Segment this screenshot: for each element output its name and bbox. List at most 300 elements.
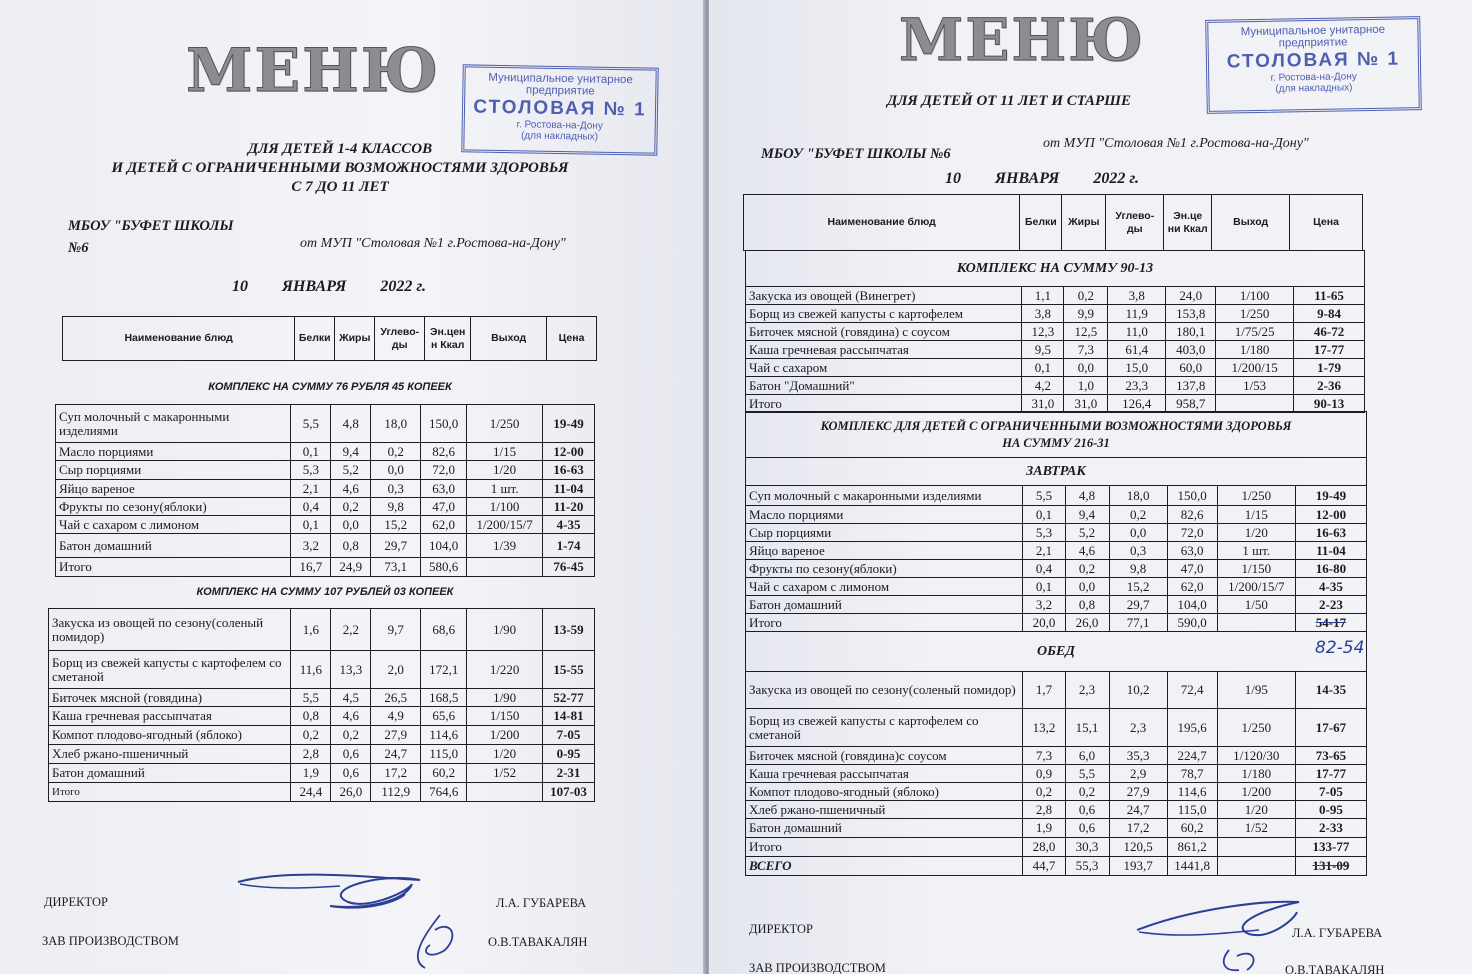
portion-cell: 1/200/15 (1216, 359, 1294, 377)
portion-cell (1217, 838, 1295, 857)
dish-name-cell: Чай с сахаром с лимоном (56, 516, 291, 534)
fat-cell: 4,8 (331, 405, 371, 443)
left-col-fat: Жиры (335, 317, 375, 361)
portion-cell: 1/52 (1217, 819, 1295, 838)
right-col-fat: Жиры (1062, 195, 1106, 251)
table-row (49, 689, 595, 707)
carbs-cell: 0,3 (1109, 542, 1167, 560)
left-menu-title: МЕНЮ (186, 36, 441, 106)
portion-cell: 1/200 (467, 726, 543, 745)
fat-cell: 9,4 (1065, 506, 1109, 524)
carbs-cell: 26,5 (371, 689, 421, 707)
portion-cell: 1/150 (1217, 560, 1295, 578)
portion-cell: 1/200/15/7 (1217, 578, 1295, 596)
fat-cell: 4,6 (331, 480, 371, 498)
dish-name-cell: Биточек мясной (говядина) с соусом (746, 323, 1022, 341)
table-row (746, 560, 1367, 578)
left-complex1-table (55, 404, 595, 577)
protein-cell: 0,4 (1023, 560, 1065, 578)
price-cell: 11-65 (1294, 287, 1365, 305)
protein-cell: 1,9 (291, 764, 331, 783)
dish-name-cell: Закуска из овощей по сезону(соленый помидор) (746, 672, 1023, 709)
right-supplier: от МУП "Столовая №1 г.Ростова-на-Дону" (1043, 136, 1309, 151)
table-row (49, 651, 595, 689)
grand-total-fat: 55,3 (1065, 857, 1109, 876)
dish-name-cell: Чай с сахаром с лимоном (746, 578, 1023, 596)
grand-total-protein: 44,7 (1023, 857, 1065, 876)
price-cell: 1-79 (1294, 359, 1365, 377)
portion-cell: 1/250 (1217, 709, 1295, 747)
right-header-table (743, 194, 1363, 251)
left-production-name: О.В.ТАВАКАЛЯН (488, 935, 588, 949)
dish-name-cell: Сыр порциями (56, 461, 291, 480)
dish-name-cell: Батон "Домашний" (746, 377, 1022, 395)
left-heading-line2: И ДЕТЕЙ С ОГРАНИЧЕННЫМИ ВОЗМОЖНОСТЯМИ ЗДОРОВЬЯ (111, 160, 569, 176)
portion-cell: 1/180 (1216, 341, 1294, 359)
protein-cell: 11,6 (291, 651, 331, 689)
energy-cell: 47,0 (421, 498, 467, 516)
carbs-cell: 0,0 (1109, 524, 1167, 542)
left-header-table (62, 316, 597, 361)
energy-cell: 403,0 (1166, 341, 1216, 359)
left-complex1-title: КОМПЛЕКС НА СУММУ 76 РУБЛЯ 45 КОПЕЕК (208, 381, 452, 393)
energy-cell: 63,0 (1167, 542, 1217, 560)
right-col-price: Цена (1290, 195, 1363, 251)
fat-cell: 9,9 (1064, 305, 1108, 323)
right-production-name: О.В.ТАВАКАЛЯН (1285, 963, 1385, 974)
portion-cell (467, 558, 543, 577)
fat-cell: 0,6 (1065, 819, 1109, 838)
dish-name-cell: Яйцо вареное (56, 480, 291, 498)
energy-cell: 114,6 (421, 726, 467, 745)
carbs-cell: 9,8 (371, 498, 421, 516)
protein-cell: 0,2 (291, 726, 331, 745)
table-row (746, 801, 1367, 819)
fat-cell: 12,5 (1064, 323, 1108, 341)
breakfast-correction: 82-54 (1315, 638, 1365, 658)
portion-cell: 1/220 (467, 651, 543, 689)
fat-cell: 7,3 (1064, 341, 1108, 359)
portion-cell: 1/50 (1217, 596, 1295, 614)
portion-cell: 1/200 (1217, 783, 1295, 801)
portion-cell: 1/15 (467, 443, 543, 461)
right-menu-sheet (709, 0, 1472, 974)
energy-cell: 47,0 (1167, 560, 1217, 578)
protein-cell: 0,2 (1023, 783, 1065, 801)
dish-name-cell: Итого (746, 395, 1022, 413)
left-date (232, 278, 456, 296)
right-col-portion: Выход (1212, 195, 1290, 251)
portion-cell: 1/53 (1216, 377, 1294, 395)
right-heading: ДЛЯ ДЕТЕЙ ОТ 11 ЛЕТ И СТАРШЕ (887, 93, 1132, 109)
carbs-cell: 17,2 (371, 764, 421, 783)
protein-cell: 1,6 (291, 609, 331, 651)
fat-cell: 4,5 (331, 689, 371, 707)
energy-cell: 224,7 (1167, 747, 1217, 765)
protein-cell: 0,9 (1023, 765, 1065, 783)
right-date-day: 10 (945, 170, 961, 187)
table-row (746, 596, 1367, 614)
price-cell: 133-77 (1295, 838, 1366, 857)
carbs-cell: 27,9 (1109, 783, 1167, 801)
right-complex1-table (745, 250, 1365, 413)
carbs-cell: 4,9 (371, 707, 421, 726)
table-row (56, 480, 595, 498)
carbs-cell: 15,0 (1108, 359, 1166, 377)
left-col-energy: Эн.цен н Ккал (425, 317, 471, 361)
protein-cell: 12,3 (1022, 323, 1064, 341)
dish-name-cell: Борщ из свежей капусты с картофелем (746, 305, 1022, 323)
protein-cell: 13,2 (1023, 709, 1065, 747)
stamp-line4: г. Ростова-на-Дону (1270, 71, 1357, 84)
carbs-cell: 126,4 (1108, 395, 1166, 413)
portion-cell: 1/20 (467, 745, 543, 764)
dish-name-cell: Каша гречневая рассыпчатая (746, 341, 1022, 359)
protein-cell: 4,2 (1022, 377, 1064, 395)
price-cell: 17-77 (1294, 341, 1365, 359)
portion-cell: 1/250 (1216, 305, 1294, 323)
price-cell: 2-23 (1295, 596, 1366, 614)
table-row (746, 305, 1365, 323)
portion-cell: 1/15 (1217, 506, 1295, 524)
price-cell: 12-00 (1295, 506, 1366, 524)
stamp-line5: (для накладных) (1275, 81, 1353, 95)
energy-cell: 62,0 (1167, 578, 1217, 596)
dish-name-cell: Борщ из свежей капусты с картофелем со сметаной (746, 709, 1023, 747)
carbs-cell: 61,4 (1108, 341, 1166, 359)
table-row (56, 534, 595, 558)
carbs-cell: 24,7 (1109, 801, 1167, 819)
protein-cell: 1,7 (1023, 672, 1065, 709)
fat-cell: 0,2 (1064, 287, 1108, 305)
grand-total-name: ВСЕГО (746, 857, 1023, 876)
portion-cell: 1/95 (1217, 672, 1295, 709)
dish-name-cell: Батон домашний (746, 819, 1023, 838)
left-col-price: Цена (547, 317, 597, 361)
portion-cell: 1/120/30 (1217, 747, 1295, 765)
right-lunch-title: ОБЕД (746, 632, 1367, 672)
fat-cell: 0,2 (1065, 560, 1109, 578)
dish-name-cell: Закуска из овощей по сезону(соленый помидор) (49, 609, 291, 651)
price-cell: 0-95 (1295, 801, 1366, 819)
table-row (49, 745, 595, 764)
protein-cell: 0,1 (1022, 359, 1064, 377)
protein-cell: 5,5 (1023, 486, 1065, 506)
protein-cell: 7,3 (1023, 747, 1065, 765)
energy-cell: 150,0 (421, 405, 467, 443)
price-cell: 15-55 (543, 651, 595, 689)
right-complex1-title: КОМПЛЕКС НА СУММУ 90-13 (746, 251, 1365, 287)
right-complex2-title-line2: НА СУММУ 216-31 (1002, 435, 1110, 450)
fat-cell: 4,8 (1065, 486, 1109, 506)
dish-name-cell: Батон домашний (746, 596, 1023, 614)
carbs-cell: 17,2 (1109, 819, 1167, 838)
table-row (746, 747, 1367, 765)
breakfast-total-energy: 590,0 (1167, 614, 1217, 632)
grand-total-carb: 193,7 (1109, 857, 1167, 876)
price-cell: 4-35 (543, 516, 595, 534)
left-org-line1: МБОУ "БУФЕТ ШКОЛЫ (68, 218, 234, 234)
portion-cell: 1/100 (467, 498, 543, 516)
fat-cell: 0,8 (331, 534, 371, 558)
right-production-label: ЗАВ ПРОИЗВОДСТВОМ (749, 961, 886, 974)
carbs-cell: 3,8 (1108, 287, 1166, 305)
dish-name-cell: Фрукты по сезону(яблоки) (56, 498, 291, 516)
carbs-cell: 112,9 (371, 783, 421, 802)
energy-cell: 60,2 (1167, 819, 1217, 838)
carbs-cell: 29,7 (1109, 596, 1167, 614)
fat-cell: 9,4 (331, 443, 371, 461)
carbs-cell: 29,7 (371, 534, 421, 558)
protein-cell: 31,0 (1022, 395, 1064, 413)
price-cell: 76-45 (543, 558, 595, 577)
portion-cell: 1/100 (1216, 287, 1294, 305)
price-cell: 46-72 (1294, 323, 1365, 341)
stamp-line1: Муниципальное унитарное (1240, 23, 1386, 39)
protein-cell: 0,1 (291, 516, 331, 534)
fat-cell: 2,2 (331, 609, 371, 651)
stamp-line5: (для накладных) (520, 129, 599, 143)
fat-cell: 0,0 (331, 516, 371, 534)
table-row (746, 506, 1367, 524)
table-row (746, 765, 1367, 783)
table-row (49, 707, 595, 726)
left-heading-line3: С 7 ДО 11 ЛЕТ (291, 179, 389, 195)
carbs-cell: 2,0 (371, 651, 421, 689)
dish-name-cell: Итого (56, 558, 291, 577)
energy-cell: 137,8 (1166, 377, 1216, 395)
price-cell: 19-49 (543, 405, 595, 443)
dish-name-cell: Борщ из свежей капусты с картофелем со сметаной (49, 651, 291, 689)
breakfast-total-price: 54-17 (1295, 614, 1366, 632)
portion-cell: 1/150 (467, 707, 543, 726)
right-menu-title: МЕНЮ (899, 6, 1145, 74)
carbs-cell: 23,3 (1108, 377, 1166, 395)
protein-cell: 0,1 (1023, 506, 1065, 524)
table-row (56, 498, 595, 516)
carbs-cell: 2,3 (1109, 709, 1167, 747)
energy-cell: 63,0 (421, 480, 467, 498)
dish-name-cell: Масло порциями (746, 506, 1023, 524)
protein-cell: 28,0 (1023, 838, 1065, 857)
left-director-name: Л.А. ГУБАРЕВА (496, 896, 587, 910)
right-complex2-title-line1: КОМПЛЕКС ДЛЯ ДЕТЕЙ С ОГРАНИЧЕННЫМИ ВОЗМОЖНОСТЯМИ ЗДОРОВЬЯ (820, 418, 1292, 433)
price-cell: 1-74 (543, 534, 595, 558)
left-menu-sheet (0, 0, 705, 974)
table-row (746, 486, 1367, 506)
portion-cell: 1/250 (467, 405, 543, 443)
fat-cell: 5,2 (331, 461, 371, 480)
left-complex2-title: КОМПЛЕКС НА СУММУ 107 РУБЛЕЙ 03 КОПЕЕК (196, 586, 454, 598)
portion-cell: 1/75/25 (1216, 323, 1294, 341)
fat-cell: 15,1 (1065, 709, 1109, 747)
left-col-name: Наименование блюд (63, 317, 295, 361)
table-row (746, 542, 1367, 560)
left-date-year: 2022 г. (380, 278, 427, 295)
table-row (746, 323, 1365, 341)
dish-name-cell: Итого (746, 838, 1023, 857)
right-date (945, 170, 1169, 188)
portion-cell: 1/39 (467, 534, 543, 558)
carbs-cell: 10,2 (1109, 672, 1167, 709)
carbs-cell: 9,8 (1109, 560, 1167, 578)
energy-cell: 104,0 (1167, 596, 1217, 614)
portion-cell (1216, 395, 1294, 413)
fat-cell: 0,2 (331, 498, 371, 516)
protein-cell: 3,2 (1023, 596, 1065, 614)
energy-cell: 115,0 (1167, 801, 1217, 819)
dish-name-cell: Каша гречневая рассыпчатая (49, 707, 291, 726)
fat-cell: 4,6 (1065, 542, 1109, 560)
energy-cell: 150,0 (1167, 486, 1217, 506)
dish-name-cell: Яйцо вареное (746, 542, 1023, 560)
energy-cell: 60,0 (1166, 359, 1216, 377)
right-complex2-title (746, 412, 1367, 458)
carbs-cell: 0,0 (371, 461, 421, 480)
energy-cell: 104,0 (421, 534, 467, 558)
portion-cell: 1/52 (467, 764, 543, 783)
carbs-cell: 18,0 (371, 405, 421, 443)
portion-cell (467, 783, 543, 802)
price-cell: 16-63 (543, 461, 595, 480)
price-cell: 13-59 (543, 609, 595, 651)
dish-name-cell: Закуска из овощей (Винегрет) (746, 287, 1022, 305)
right-date-month: ЯНВАРЯ (995, 170, 1060, 187)
portion-cell: 1 шт. (467, 480, 543, 498)
carbs-cell: 2,9 (1109, 765, 1167, 783)
protein-cell: 3,2 (291, 534, 331, 558)
table-row (746, 709, 1367, 747)
price-cell: 14-81 (543, 707, 595, 726)
left-production-label: ЗАВ ПРОИЗВОДСТВОМ (42, 934, 179, 948)
protein-cell: 0,8 (291, 707, 331, 726)
protein-cell: 0,1 (1023, 578, 1065, 596)
dish-name-cell: Сыр порциями (746, 524, 1023, 542)
energy-cell: 72,0 (421, 461, 467, 480)
protein-cell: 1,1 (1022, 287, 1064, 305)
dish-name-cell: Батон домашний (49, 764, 291, 783)
table-row (49, 609, 595, 651)
carbs-cell: 0,2 (371, 443, 421, 461)
energy-cell: 78,7 (1167, 765, 1217, 783)
table-row (746, 341, 1365, 359)
grand-total-portion (1217, 857, 1295, 876)
left-heading-line1: ДЛЯ ДЕТЕЙ 1-4 КЛАССОВ (247, 141, 433, 157)
fat-cell: 5,5 (1065, 765, 1109, 783)
dish-name-cell: Компот плодово-ягодный (яблоко) (49, 726, 291, 745)
portion-cell: 1/250 (1217, 486, 1295, 506)
left-director-label: ДИРЕКТОР (44, 895, 108, 909)
price-cell: 12-00 (543, 443, 595, 461)
energy-cell: 168,5 (421, 689, 467, 707)
fat-cell: 0,6 (331, 745, 371, 764)
energy-cell: 114,6 (1167, 783, 1217, 801)
energy-cell: 958,7 (1166, 395, 1216, 413)
right-stamp (1205, 16, 1422, 114)
price-cell: 11-20 (543, 498, 595, 516)
dish-name-cell: Чай с сахаром (746, 359, 1022, 377)
energy-cell: 115,0 (421, 745, 467, 764)
carbs-cell: 24,7 (371, 745, 421, 764)
price-cell: 7-05 (1295, 783, 1366, 801)
carbs-cell: 11,9 (1108, 305, 1166, 323)
breakfast-total-carb: 77,1 (1109, 614, 1167, 632)
right-breakfast-total-row (746, 614, 1367, 632)
protein-cell: 1,9 (1023, 819, 1065, 838)
protein-cell: 2,1 (1023, 542, 1065, 560)
dish-name-cell: Итого (49, 783, 291, 802)
dish-name-cell: Фрукты по сезону(яблоки) (746, 560, 1023, 578)
fat-cell: 5,2 (1065, 524, 1109, 542)
fat-cell: 0,0 (1065, 578, 1109, 596)
protein-cell: 5,3 (291, 461, 331, 480)
left-col-portion: Выход (471, 317, 547, 361)
price-cell: 16-63 (1295, 524, 1366, 542)
price-cell: 2-33 (1295, 819, 1366, 838)
right-col-protein: Белки (1020, 195, 1062, 251)
left-supplier: от МУП "Столовая №1 г.Ростова-на-Дону" (300, 236, 566, 251)
left-date-month: ЯНВАРЯ (282, 278, 347, 295)
breakfast-total-name: Итого (746, 614, 1023, 632)
dish-name-cell: Каша гречневая рассыпчатая (746, 765, 1023, 783)
table-row (56, 516, 595, 534)
price-cell: 9-84 (1294, 305, 1365, 323)
grand-total-price: 131-09 (1295, 857, 1366, 876)
fat-cell: 4,6 (331, 707, 371, 726)
fat-cell: 1,0 (1064, 377, 1108, 395)
energy-cell: 72,4 (1167, 672, 1217, 709)
table-row (56, 405, 595, 443)
carbs-cell: 35,3 (1109, 747, 1167, 765)
protein-cell: 5,5 (291, 405, 331, 443)
carbs-cell: 15,2 (1109, 578, 1167, 596)
protein-cell: 2,8 (291, 745, 331, 764)
table-row (49, 783, 595, 802)
stamp-line3: СТОЛОВАЯ № 1 (1226, 48, 1401, 73)
right-director-signature (1129, 890, 1359, 974)
table-row (49, 726, 595, 745)
dish-name-cell: Масло порциями (56, 443, 291, 461)
fat-cell: 0,2 (1065, 783, 1109, 801)
energy-cell: 764,6 (421, 783, 467, 802)
fat-cell: 0,0 (1064, 359, 1108, 377)
energy-cell: 60,2 (421, 764, 467, 783)
portion-cell: 1/20 (467, 461, 543, 480)
protein-cell: 9,5 (1022, 341, 1064, 359)
table-row (746, 395, 1365, 413)
right-breakfast-title: ЗАВТРАК (746, 458, 1367, 486)
price-cell: 17-67 (1295, 709, 1366, 747)
fat-cell: 31,0 (1064, 395, 1108, 413)
left-col-protein: Белки (295, 317, 335, 361)
left-heading (40, 140, 640, 197)
left-org-line2: №6 (68, 240, 89, 256)
energy-cell: 580,6 (421, 558, 467, 577)
protein-cell: 0,1 (291, 443, 331, 461)
price-cell: 14-35 (1295, 672, 1366, 709)
right-grand-total-row (746, 857, 1367, 876)
carbs-cell: 0,2 (1109, 506, 1167, 524)
price-cell: 19-49 (1295, 486, 1366, 506)
stamp-line2: предприятие (525, 84, 595, 98)
left-date-day: 10 (232, 278, 248, 295)
energy-cell: 180,1 (1166, 323, 1216, 341)
table-row (49, 764, 595, 783)
dish-name-cell: Хлеб ржано-пшеничный (49, 745, 291, 764)
energy-cell: 24,0 (1166, 287, 1216, 305)
fat-cell: 0,2 (331, 726, 371, 745)
price-cell: 107-03 (543, 783, 595, 802)
